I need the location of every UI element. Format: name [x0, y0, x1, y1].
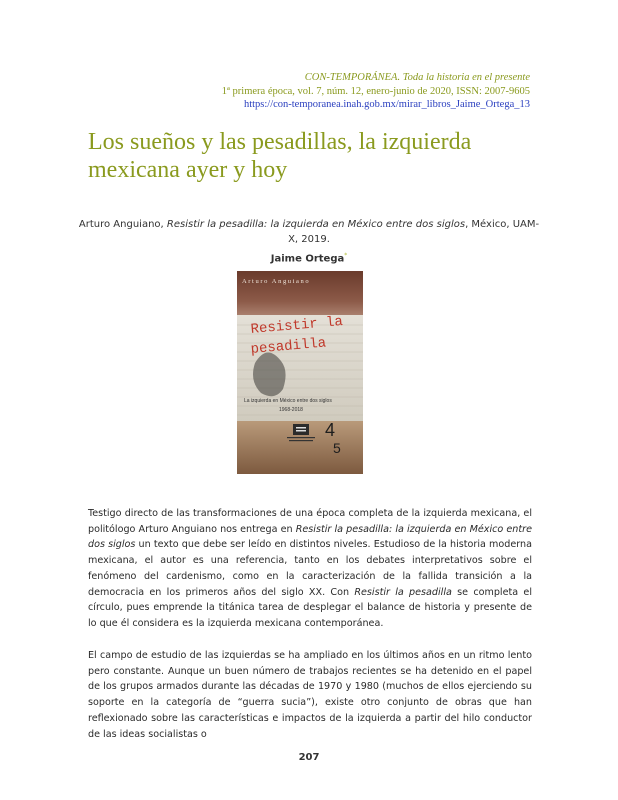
paragraph-intro-book-title: Resistir la pesadilla: la izquierda en México entre dos siglos — [88, 523, 532, 551]
svg-text:5: 5 — [333, 440, 341, 456]
reviewer-footnote-mark[interactable]: * — [344, 252, 348, 259]
journal-name: CON-TEMPORÁNEA. Toda la historia en el presente — [304, 72, 530, 83]
article-url-link[interactable]: https://con-temporanea.inah.gob.mx/mirar_libros_Jaime_Ortega_13 — [243, 99, 530, 110]
paragraph-intro-text: un texto que debe ser leído en distintos niveles. Estudioso de la historia moderna mexicana, el autor es una referencia, tanto en los debates interpretativos sobre el fenómeno del cardenismo, como en la caracterización de la fallida transición a la democracia en los primeros años del siglo XX. Con — [88, 539, 532, 598]
cover-title-line1: Resistir la — [250, 313, 344, 338]
paragraph-field-of-study — [88, 648, 532, 742]
issue-info: 1ª primera época, vol. 7, núm. 12, enero-junio de 2020, ISSN: 2007-9605 — [221, 85, 530, 97]
journal-header — [222, 71, 530, 112]
reviewer-name — [0, 252, 618, 264]
paragraph-intro-text: Testigo directo de las transformaciones de una época completa de la izquierda mexicana, el politólogo Arturo Anguiano nos entrega en — [88, 508, 532, 535]
book-cover-image — [237, 271, 363, 474]
page-number: 207 — [298, 752, 320, 763]
citation-author: Arturo Anguiano, — [78, 219, 164, 230]
citation-book-title: Resistir la pesadilla: la izquierda en México entre dos siglos — [166, 219, 466, 230]
book-citation — [78, 217, 540, 247]
reviewer-name-text: Jaime Ortega — [270, 253, 345, 265]
paragraph-intro-text: se completa el círculo, pues emprende la titánica tarea de desplegar el balance de historia y presente de lo que él considera es la izquierda mexicana contemporánea. — [88, 586, 532, 629]
svg-text:4: 4 — [325, 420, 336, 440]
paragraph-field-of-study-text: El campo de estudio de las izquierdas se ha ampliado en los últimos años en un ritmo lento pero constante. Aunque un buen número de trabajos recientes se ha detenido en el papel de los grupos armados durante las décadas de 1970 y 1980 (muchos de ellos ejerciendo su soporte en la categoría de “guerra sucia”), existe otro conjunto de obras que han reflexionado sobre las características e impactos de la izquierda a partir del hilo conductor de las ideas socialistas o — [88, 650, 532, 740]
paragraph-intro-book-title-short: Resistir la pesadilla — [354, 586, 452, 598]
cover-title-line2: pesadilla — [250, 335, 327, 358]
cover-subtitle: La izquierda en México entre dos siglos — [244, 398, 332, 404]
cover-author: Arturo Anguiano — [242, 278, 311, 285]
book-cover-illustration — [237, 271, 363, 474]
paragraph-intro — [88, 506, 532, 632]
citation-publisher: , México, UAM-X, 2019. — [288, 219, 540, 245]
article-title: Los sueños y las pesadillas, la izquierda mexicana ayer y hoy — [88, 129, 472, 183]
cover-years: 1968-2018 — [279, 407, 303, 413]
